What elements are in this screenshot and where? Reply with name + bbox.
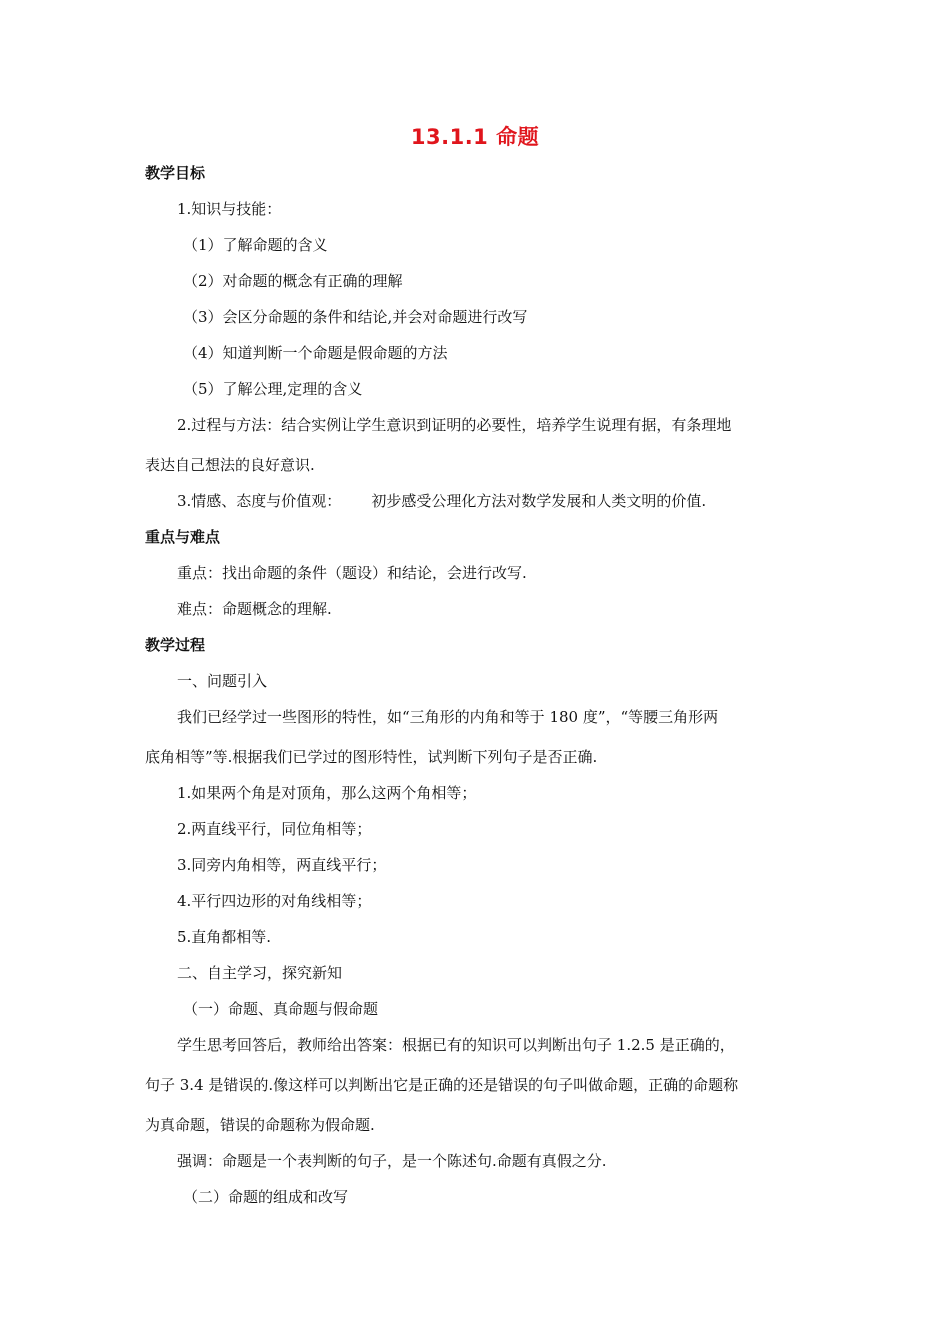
part-title: 二、自主学习，探究新知 xyxy=(177,964,343,982)
subsection-title: （二）命题的组成和改写 xyxy=(183,1188,349,1206)
answer-paragraph-line: 学生思考回答后，教师给出答案：根据已有的知识可以判断出句子 1.2.5 是正确的， xyxy=(177,1036,735,1054)
answer-paragraph-line: 句子 3.4 是错误的.像这样可以判断出它是正确的还是错误的句子叫做命题，正确的命题称 xyxy=(145,1076,739,1094)
intro-paragraph-line: 底角相等”等.根据我们已学过的图形特性，试判断下列句子是否正确. xyxy=(145,748,598,766)
difficult-point-text: 难点：命题概念的理解. xyxy=(177,600,332,618)
process-method-line: 2.过程与方法：结合实例让学生意识到证明的必要性，培养学生说理有据，有条理地 xyxy=(177,416,732,434)
knowledge-item: （3）会区分命题的条件和结论,并会对命题进行改写 xyxy=(183,308,528,326)
subsection-title: （一）命题、真命题与假命题 xyxy=(183,1000,379,1018)
statement-item: 4.平行四边形的对角线相等； xyxy=(177,892,372,910)
part-title: 一、问题引入 xyxy=(177,672,268,690)
statement-item: 1.如果两个角是对顶角，那么这两个角相等； xyxy=(177,784,477,802)
section-heading-process: 教学过程 xyxy=(145,636,206,654)
knowledge-item: （5）了解公理,定理的含义 xyxy=(183,380,363,398)
page-title: 13.1.1 命题 xyxy=(410,125,540,149)
statement-item: 3.同旁内角相等，两直线平行； xyxy=(177,856,387,874)
process-method-line: 表达自己想法的良好意识. xyxy=(145,456,315,474)
statement-item: 5.直角都相等. xyxy=(177,928,272,946)
knowledge-item: （4）知道判断一个命题是假命题的方法 xyxy=(183,344,448,362)
key-point-text: 重点：找出命题的条件（题设）和结论，会进行改写. xyxy=(177,564,527,582)
section-heading-goals: 教学目标 xyxy=(145,164,206,182)
knowledge-item: （1）了解命题的含义 xyxy=(183,236,328,254)
emotion-line xyxy=(177,490,706,512)
emotion-label: 3.情感、态度与价值观： xyxy=(177,492,342,510)
answer-paragraph-line: 为真命题，错误的命题称为假命题. xyxy=(145,1116,375,1134)
knowledge-item: （2）对命题的概念有正确的理解 xyxy=(183,272,403,290)
statement-item: 2.两直线平行，同位角相等； xyxy=(177,820,372,838)
emotion-text: 初步感受公理化方法对数学发展和人类文明的价值. xyxy=(371,492,707,510)
emphasis-text: 强调：命题是一个表判断的句子，是一个陈述句.命题有真假之分. xyxy=(177,1152,607,1170)
section-heading-key-points: 重点与难点 xyxy=(145,528,221,546)
knowledge-title: 1.知识与技能： xyxy=(177,200,282,218)
intro-paragraph-line: 我们已经学过一些图形的特性，如“三角形的内角和等于 180 度”，“等腰三角形两 xyxy=(177,708,719,726)
